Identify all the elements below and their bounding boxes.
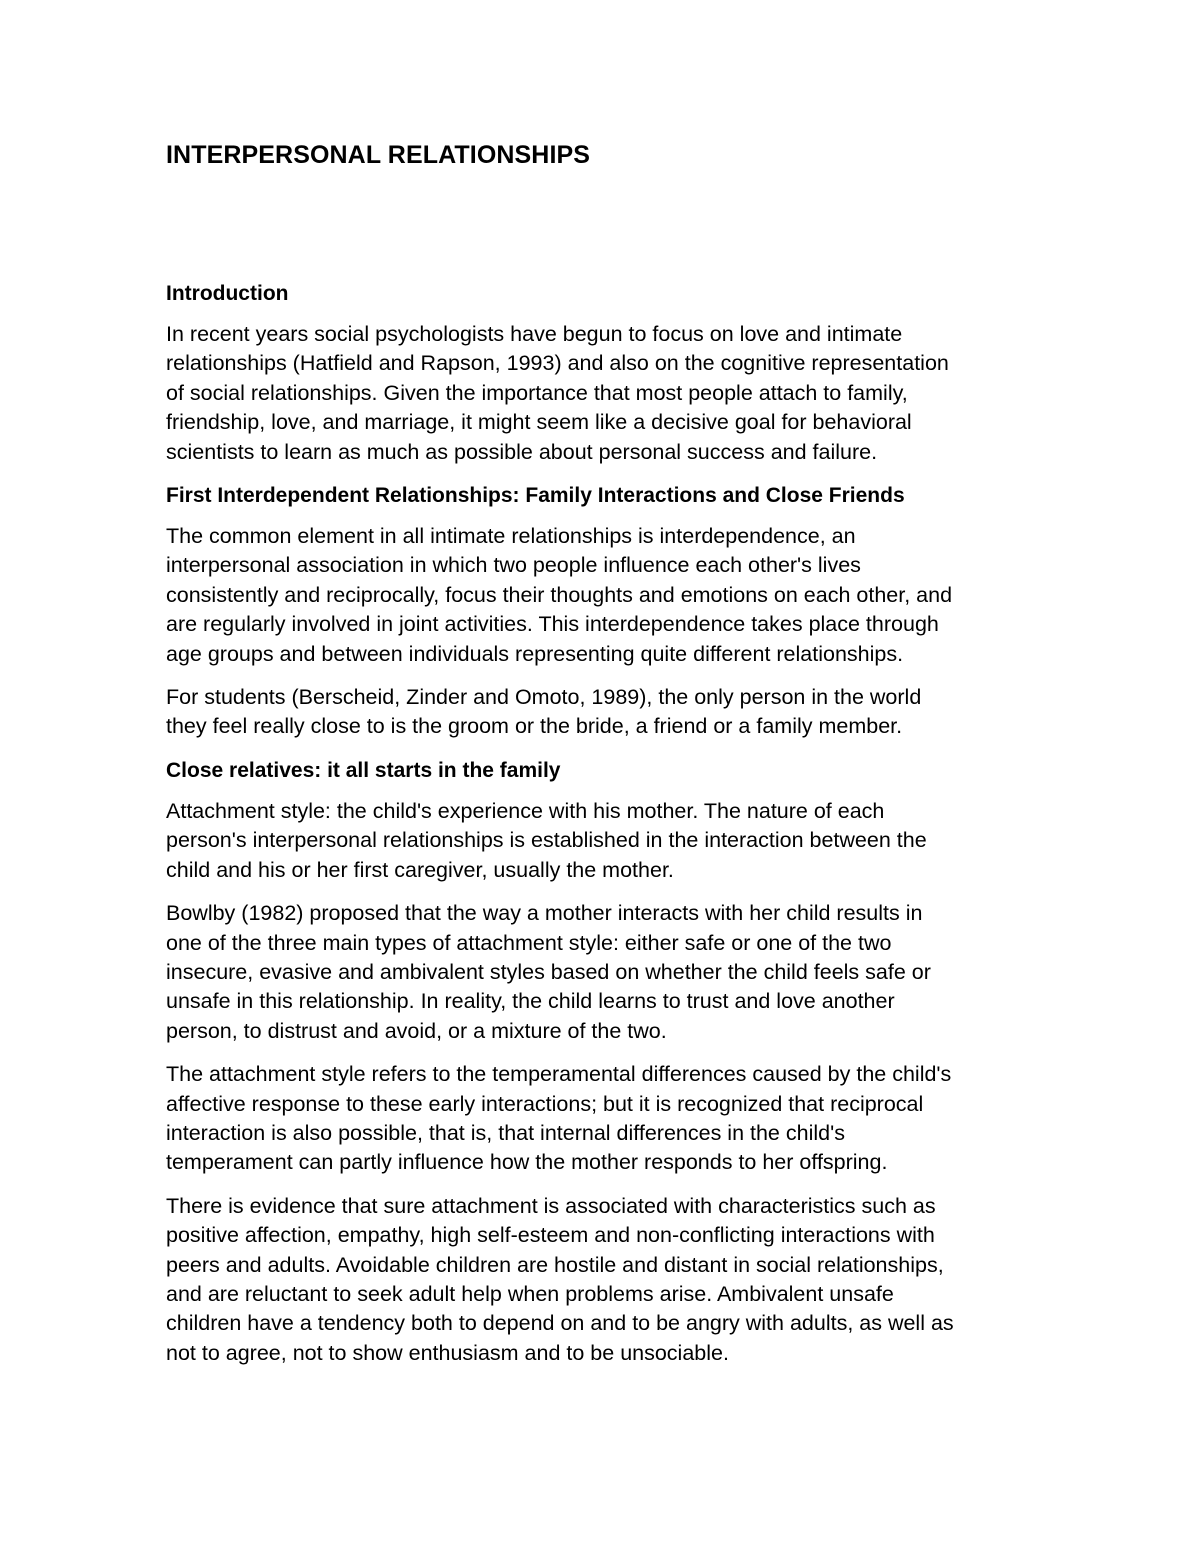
text-line: affective response to these early interactions; but it is recognized that reciprocal	[166, 1091, 924, 1116]
text-line: scientists to learn as much as possible about personal success and failure.	[166, 439, 878, 464]
text-line: age groups and between individuals representing quite different relationships.	[166, 641, 904, 666]
text-line: peers and adults. Avoidable children are hostile and distant in social relationships,	[166, 1252, 944, 1277]
text-line: children have a tendency both to depend on and to be angry with adults, as well as	[166, 1311, 954, 1336]
text-line: interaction is also possible, that is, that internal differences in the child's	[166, 1120, 845, 1145]
text-line: of social relationships. Given the importance that most people attach to family,	[166, 380, 908, 405]
text-line: not to agree, not to show enthusiasm and to be unsociable.	[166, 1340, 729, 1365]
text-line: insecure, evasive and ambivalent styles based on whether the child feels safe or	[166, 959, 931, 984]
text-line: and are reluctant to seek adult help when problems arise. Ambivalent unsafe	[166, 1281, 894, 1306]
paragraph	[166, 320, 1046, 467]
text-line: unsafe in this relationship. In reality, the child learns to trust and love another	[166, 989, 895, 1014]
text-line: relationships (Hatfield and Rapson, 1993) and also on the cognitive representation	[166, 351, 949, 376]
text-line: consistently and reciprocally, focus their thoughts and emotions on each other, and	[166, 582, 953, 607]
paragraph	[166, 522, 1046, 669]
text-line: There is evidence that sure attachment is associated with characteristics such as	[166, 1193, 936, 1218]
text-line: For students (Berscheid, Zinder and Omoto, 1989), the only person in the world	[166, 685, 922, 710]
text-line: friendship, love, and marriage, it might seem like a decisive goal for behavioral	[166, 410, 912, 435]
text-line: person's interpersonal relationships is established in the interaction between the	[166, 828, 927, 853]
text-line: Attachment style: the child's experience with his mother. The nature of each	[166, 798, 885, 823]
paragraph	[166, 1060, 1046, 1178]
section-heading: Introduction	[166, 282, 289, 305]
paragraph	[166, 899, 1046, 1046]
paragraph	[166, 683, 1046, 742]
text-line: The common element in all intimate relationships is interdependence, an	[166, 524, 856, 549]
section-close-relatives	[166, 756, 1046, 1368]
text-line: temperament can partly influence how the mother responds to her offspring.	[166, 1150, 888, 1175]
text-line: one of the three main types of attachment style: either safe or one of the two	[166, 930, 892, 955]
paragraph	[166, 1192, 1046, 1368]
paragraph	[166, 797, 1046, 885]
text-line: positive affection, empathy, high self-esteem and non-conflicting interactions with	[166, 1223, 935, 1248]
text-line: person, to distrust and avoid, or a mixture of the two.	[166, 1018, 667, 1043]
text-line: Bowlby (1982) proposed that the way a mother interacts with her child results in	[166, 901, 923, 926]
section-heading: Close relatives: it all starts in the family	[166, 758, 561, 782]
text-line: are regularly involved in joint activities. This interdependence takes place through	[166, 612, 939, 637]
section-introduction	[166, 279, 1046, 467]
section-heading: First Interdependent Relationships: Family Interactions and Close Friends	[166, 484, 905, 508]
text-line: In recent years social psychologists have begun to focus on love and intimate	[166, 322, 903, 346]
document-title: INTERPERSONAL RELATIONSHIPS	[166, 141, 591, 169]
text-line: interpersonal association in which two people influence each other's lives	[166, 553, 861, 578]
section-first-interdependent-relationships	[166, 481, 1046, 742]
text-line: child and his or her first caregiver, usually the mother.	[166, 857, 674, 882]
text-line: they feel really close to is the groom or the bride, a friend or a family member.	[166, 714, 903, 739]
text-line: The attachment style refers to the temperamental differences caused by the child's	[166, 1062, 952, 1087]
document-body	[166, 279, 1046, 1382]
